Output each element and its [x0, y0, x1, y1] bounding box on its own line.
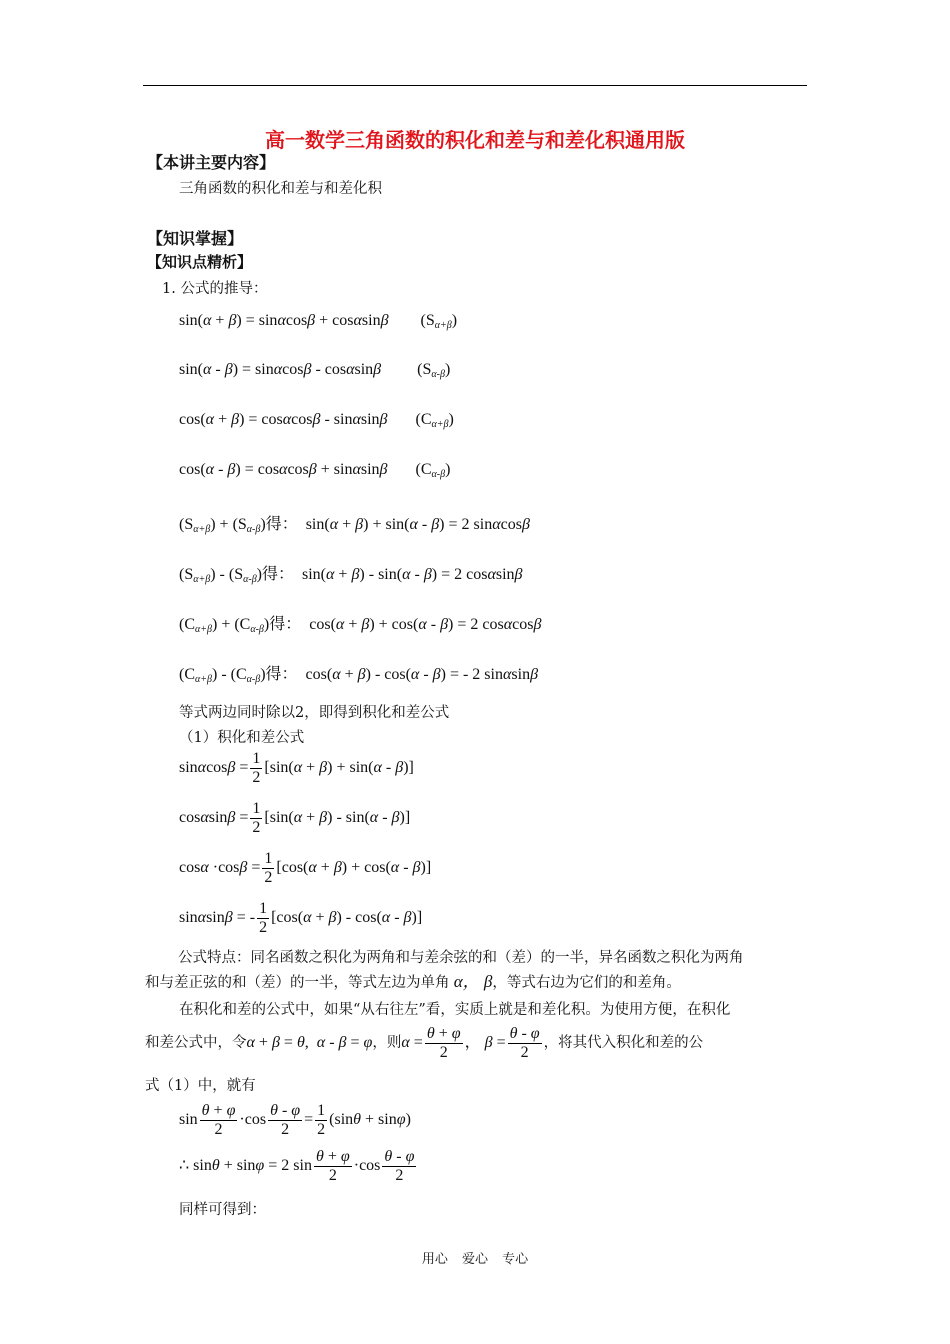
- reverse-line-2c: ，将其代入积化和差的公: [543, 1035, 704, 1051]
- feature-line-2: 和与差正弦的和（差）的一半，等式左边为单角 α， β，等式右边为它们的和差角。: [145, 972, 681, 991]
- formula-cos-diff: cos(α - β) = cosαcosβ + sinαsinβ $(C_{\alpha-\beta})$: [179, 461, 451, 480]
- reverse-line-3: 式（1）中，就有: [145, 1078, 256, 1094]
- formula-s2p-b: ∴ sinθ + sinφ = 2 sin $\frac{\theta + \varphi}{2}$ ·cos $\frac{\theta - \varphi}{2}$: [179, 1148, 415, 1184]
- header-rule: [143, 85, 807, 86]
- reverse-line-1: 在积化和差的公式中，如果“从右往左”看，实质上就是和差化积。为使用方便，在积化: [179, 1002, 731, 1018]
- reverse-line-2: 和差公式中，令α + β = θ, α - β = φ，则α = $\frac{\theta + \varphi}{2}$ ， β = $\frac{\theta - \varphi}{2}$ ，将其代入积化和差的公: [145, 1024, 704, 1061]
- similarly-text: 同样可得到：: [179, 1202, 266, 1218]
- analysis-heading: 【知识点精析】: [147, 253, 253, 271]
- formula-p2s-2: cosαsinβ = $\frac{1}{2}$ [sin(α + β) - sin(α - β)]: [179, 800, 411, 836]
- page-footer: 用心 爱心 专心: [421, 1252, 529, 1267]
- page-title: 高一数学三角函数的积化和差与和差化积通用版: [265, 128, 685, 152]
- formula-cos-sum: cos(α + β) = cosαcosβ - sinαsinβ $(C_{\alpha+\beta})$: [179, 411, 454, 430]
- formula-s2p-a: sin $\frac{\theta + \varphi}{2}$ ·cos $\frac{\theta - \varphi}{2}$ = $\frac{1}{2}$ (sinθ + sinφ): [179, 1102, 411, 1138]
- feature-line-1: 公式特点：同名函数之积化为两角和与差余弦的和（差）的一半，异名函数之积化为两角: [178, 950, 744, 966]
- formula-p2s-4: sinαsinβ = - $\frac{1}{2}$ [cos(α + β) - cos(α - β)]: [179, 900, 423, 936]
- feature-line-2a: 和与差正弦的和（差）的一半，等式左边为单角: [145, 975, 450, 991]
- feature-line-2b: ，等式右边为它们的和差角。: [492, 975, 681, 991]
- feature-paragraph: [145, 946, 809, 995]
- formula-p2s-3: cosα ·cosβ = $\frac{1}{2}$ [cos(α + β) + cos(α - β)]: [179, 850, 432, 886]
- subsection-1: （1）积化和差公式: [179, 730, 305, 746]
- formula-c-minus-c: $(C_{\alpha+\beta}) - (C_{\alpha-\beta})$得： cos(α + β) - cos(α - β) = - 2 sinαsinβ: [179, 666, 539, 685]
- reverse-line-2a: 和差公式中，令: [145, 1035, 247, 1051]
- formula-s-minus-s: $(S_{\alpha+\beta}) - (S_{\alpha-\beta})$得： sin(α + β) - sin(α - β) = 2 cosαsinβ: [179, 566, 523, 585]
- formula-sin-sum: sin(α + β) = sinαcosβ + cosαsinβ $(S_{\alpha+\beta})$: [179, 312, 458, 331]
- item-1: 1. 公式的推导：: [162, 281, 268, 297]
- reverse-line-2b: ，则: [372, 1035, 402, 1051]
- formula-sin-diff: sin(α - β) = sinαcosβ - cosαsinβ $(S_{\alpha-\beta})$: [179, 361, 451, 380]
- formula-c-plus-c: $(C_{\alpha+\beta}) + (C_{\alpha-\beta})$得： cos(α + β) + cos(α - β) = 2 cosαcosβ: [179, 616, 542, 635]
- main-content-text: 三角函数的积化和差与和差化积: [179, 181, 382, 197]
- formula-p2s-1: sinαcosβ = $\frac{1}{2}$ [sin(α + β) + sin(α - β)]: [179, 750, 414, 786]
- formula-s-plus-s: $(S_{\alpha+\beta}) + (S_{\alpha-\beta})$得： sin(α + β) + sin(α - β) = 2 sinαcosβ: [179, 516, 530, 535]
- divide-text: 等式两边同时除以2，即得到积化和差公式: [179, 705, 450, 721]
- knowledge-heading: 【知识掌握】: [147, 229, 244, 248]
- main-content-heading: 【本讲主要内容】: [147, 153, 276, 172]
